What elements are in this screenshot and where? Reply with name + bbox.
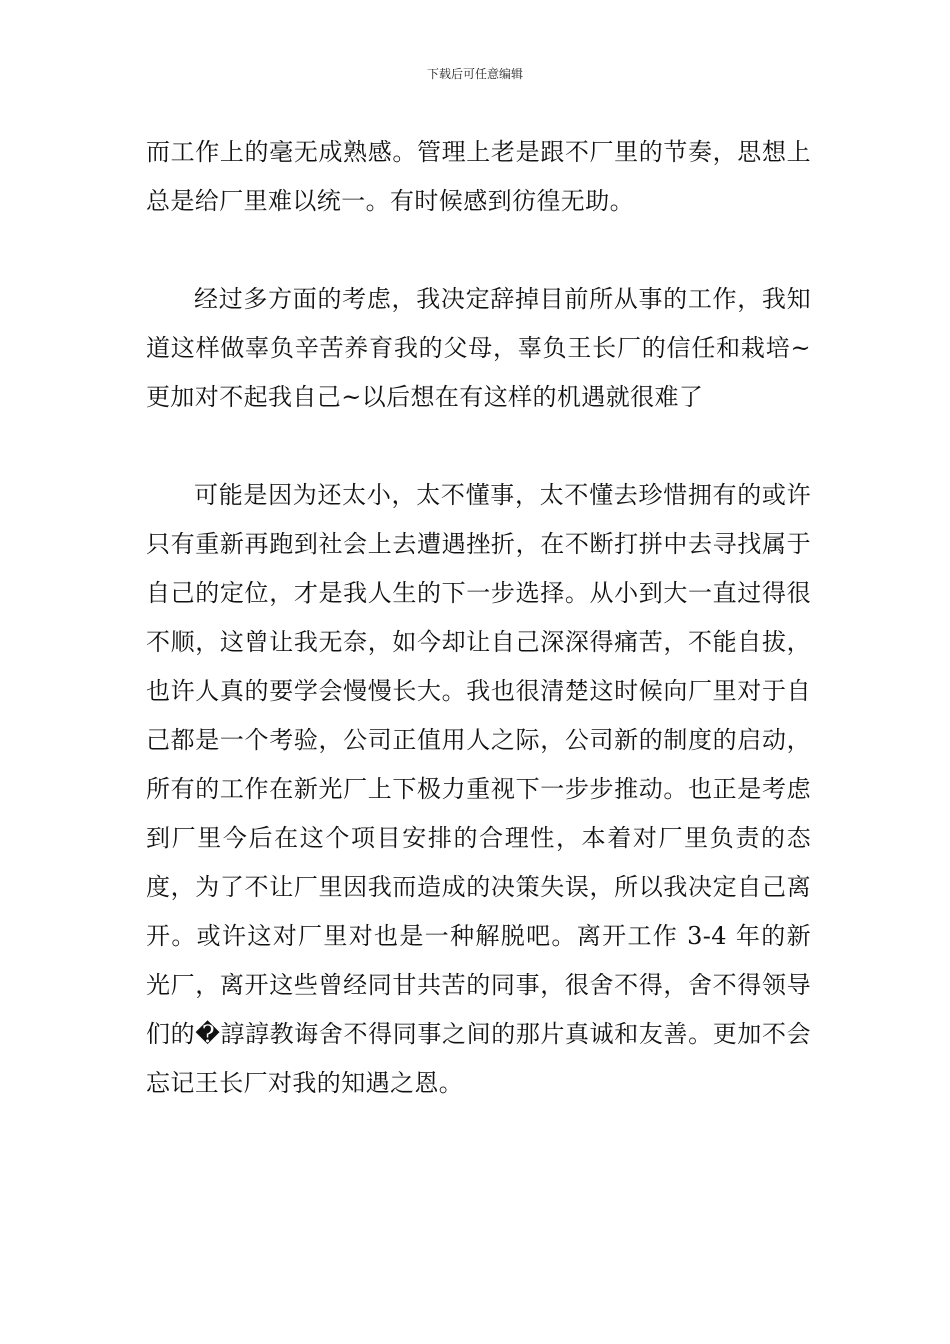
paragraph-1: 而工作上的毫无成熟感。管理上老是跟不厂里的节奏，思想上总是给厂里难以统一。有时候感到彷徨无助。 — [146, 138, 811, 215]
page-header: 下载后可任意编辑 — [426, 67, 523, 81]
paragraph-3: 可能是因为还太小，太不懂事，太不懂去珍惜拥有的或许只有重新再跑到社会上去遭遇挫折，在不断打拼中去寻找属于自己的定位，才是我人生的下一步选择。从小到大一直过得很不顺，这曾让我无奈，如今却让自己深深得痛苦，不能自拔，也许人真的要学会慢慢长大。我也很清楚这时候向厂里对于自己都是一个考验，公司正值用人之际，公司新的制度的启动，所有的工作在新光厂上下极力重视下一步步推动。也正是考虑到厂里今后在这个项目安排的合理性，本着对厂里负责的态度，为了不让厂里因我而造成的决策失误，所以我决定自己离开。或许这对厂里对也是一种解脱吧。离开工作 3-4 年的新光厂，离开这些曾经同甘共苦的同事，很舍不得，舍不得领导们的�諄諄教诲舍不得同事之间的那片真诚和友善。更加不会忘记王长厂对我的知遇之恩。 — [146, 481, 811, 1097]
paragraph-2: 经过多方面的考虑，我决定辞掉目前所从事的工作，我知道这样做辜负辛苦养育我的父母，辜负王长厂的信任和栽培~更加对不起我自己~以后想在有这样的机遇就很难了 — [146, 285, 811, 411]
document-body — [146, 128, 811, 1108]
